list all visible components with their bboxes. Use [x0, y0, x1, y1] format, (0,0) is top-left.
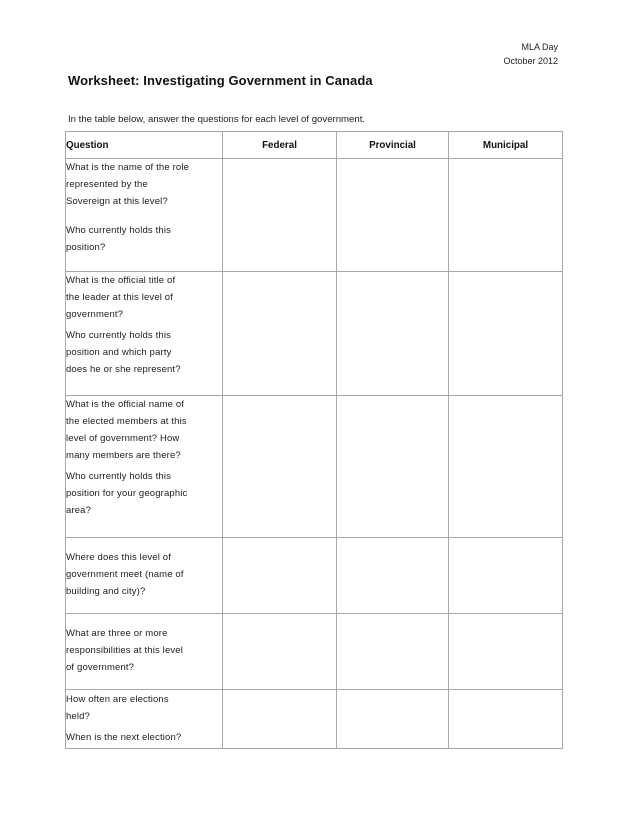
question-line: When is the next election?	[66, 732, 182, 743]
question-line: government?	[66, 309, 124, 320]
answer-cell-municipal[interactable]	[449, 614, 563, 690]
answer-cell-federal[interactable]	[223, 272, 337, 396]
table-row	[66, 690, 563, 749]
table-row	[66, 614, 563, 690]
answer-cell-municipal[interactable]	[449, 690, 563, 749]
answer-cell-provincial[interactable]	[337, 538, 449, 614]
question-line: the leader at this level of	[66, 292, 174, 303]
answer-cell-federal[interactable]	[223, 614, 337, 690]
question-cell	[66, 614, 223, 690]
question-line: What is the official name of	[66, 399, 185, 410]
worksheet-instructions: In the table below, answer the questions for each level of government.	[68, 114, 366, 125]
question-cell	[66, 272, 223, 396]
table-header-row	[66, 132, 563, 159]
question-line: Who currently holds this	[66, 471, 171, 482]
question-line: building and city)?	[66, 586, 146, 597]
question-line: What is the official title of	[66, 275, 176, 286]
column-header-question: Question	[66, 132, 223, 159]
question-line: area?	[66, 505, 92, 516]
table-row	[66, 396, 563, 538]
worksheet-title: Worksheet: Investigating Government in Canada	[68, 73, 373, 88]
question-line: does he or she represent?	[66, 364, 181, 375]
question-cell	[66, 396, 223, 538]
question-line: position and which party	[66, 347, 172, 358]
answer-cell-provincial[interactable]	[337, 614, 449, 690]
worksheet-table	[65, 131, 563, 749]
answer-cell-provincial[interactable]	[337, 396, 449, 538]
answer-cell-federal[interactable]	[223, 159, 337, 272]
header-event: MLA Day	[521, 42, 558, 52]
answer-cell-provincial[interactable]	[337, 690, 449, 749]
question-line: represented by the	[66, 179, 148, 190]
question-line: responsibilities at this level	[66, 645, 183, 656]
answer-cell-provincial[interactable]	[337, 159, 449, 272]
question-line: How often are elections	[66, 694, 169, 705]
question-line: What is the name of the role	[66, 162, 190, 173]
header-date: October 2012	[503, 56, 558, 66]
answer-cell-federal[interactable]	[223, 690, 337, 749]
question-line: Where does this level of	[66, 552, 171, 563]
column-header-federal: Federal	[223, 132, 337, 159]
answer-cell-municipal[interactable]	[449, 396, 563, 538]
question-line: government meet (name of	[66, 569, 184, 580]
table-row	[66, 159, 563, 272]
answer-cell-federal[interactable]	[223, 396, 337, 538]
question-cell	[66, 690, 223, 749]
table-row	[66, 538, 563, 614]
question-line: held?	[66, 711, 90, 722]
question-line: position?	[66, 242, 106, 253]
question-line: the elected members at this	[66, 416, 187, 427]
question-line: many members are there?	[66, 450, 181, 461]
column-header-municipal: Municipal	[449, 132, 563, 159]
question-cell	[66, 538, 223, 614]
answer-cell-municipal[interactable]	[449, 538, 563, 614]
question-line: Who currently holds this	[66, 330, 171, 341]
question-line: level of government? How	[66, 433, 180, 444]
question-line: of government?	[66, 662, 135, 673]
answer-cell-federal[interactable]	[223, 538, 337, 614]
question-line: Sovereign at this level?	[66, 196, 168, 207]
column-header-provincial: Provincial	[337, 132, 449, 159]
answer-cell-municipal[interactable]	[449, 272, 563, 396]
table-row	[66, 272, 563, 396]
answer-cell-provincial[interactable]	[337, 272, 449, 396]
document-header	[358, 40, 558, 68]
answer-cell-municipal[interactable]	[449, 159, 563, 272]
question-line: What are three or more	[66, 628, 168, 639]
question-line: Who currently holds this	[66, 225, 171, 236]
question-cell	[66, 159, 223, 272]
question-line: position for your geographic	[66, 488, 188, 499]
